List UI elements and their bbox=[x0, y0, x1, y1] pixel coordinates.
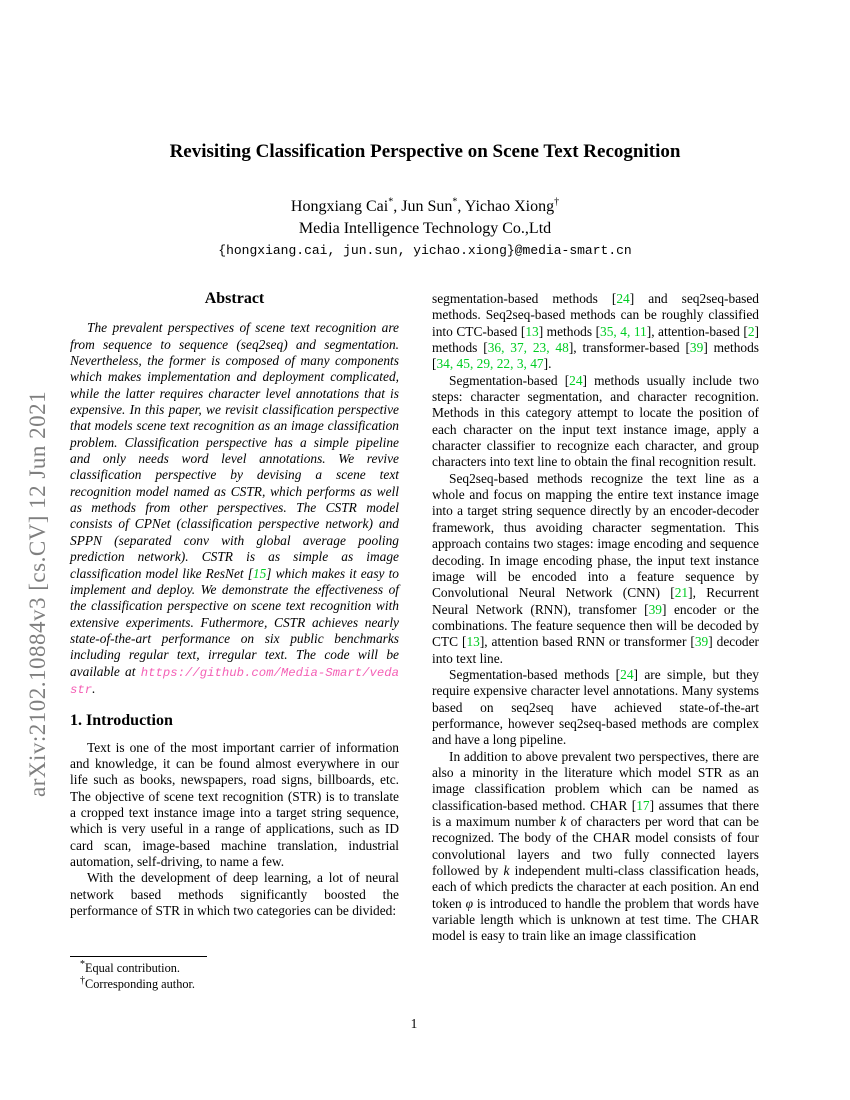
author-line: Hongxiang Cai*, Jun Sun*, Yichao Xiong† bbox=[290, 196, 560, 215]
footnote-mark: * bbox=[80, 958, 85, 970]
citation-link[interactable]: 15 bbox=[252, 565, 267, 581]
section-heading-introduction: 1. Introduction bbox=[70, 712, 173, 730]
math-variable: k bbox=[503, 863, 510, 879]
citation-link[interactable]: 35, 4, 11 bbox=[600, 323, 647, 339]
paragraph: The prevalent perspectives of scene text recognition are from sequence to sequence (seq2seq) and segmentation. Nevertheless, the former is composed of many components which makes implementation and deployment complicated, while the latter requires character level annotations that is expensive. In this paper, we revisit classification perspective that models scene text recognition as an image classification problem. Classification perspective has a simple pipeline and only needs word level annotations. We revive classification perspective by devising a scene text recognition model named as CSTR, which performs as well as methods from other perspectives. The CSTR model consists of CPNet (classification perspective network) and SPPN (separated conv with global average pooling prediction network). CSTR is as simple as image classification model like ResNet [15] which makes it easy to implement and deploy. We demonstrate the effectiveness of the classification perspective on scene text recognition with extensive experiments. Futhermore, CSTR achieves nearly state-of-the-art performance on six public benchmarks including regular text, irregular text. The code will be available at https://github.com/Media-Smart/vedastr. bbox=[70, 320, 399, 697]
citation-link[interactable]: 34, 45, 29, 22, 3, 47 bbox=[436, 356, 544, 372]
footnote: *Equal contribution. bbox=[80, 958, 180, 975]
math-variable: k bbox=[560, 814, 567, 829]
paragraph: In addition to above prevalent two perspectives, there are also a minority in the literature which model STR as an image classification problem which can be named as classification-based method. CHAR [17] assumes that there is a maximum number k of characters per word that can be recognized. The body of the CHAR model consists of four convolutional layers and two fully connected layers followed by k independent multi-class classification heads, each of which predicts the character at each position. An end token φ is introduced to handle the problem that words have variable length which is unknown at test time. The CHAR model is easy to train like an image classification bbox=[432, 748, 760, 944]
citation-link[interactable]: 36, 37, 23, 48 bbox=[487, 340, 569, 356]
paragraph: Segmentation-based methods [24] are simple, but they require expensive character level annotations. Many systems based on seq2seq have achieved state-of-the-art performance, however seq2seq-based methods are complex and have a long pipeline. bbox=[432, 666, 759, 748]
citation-link[interactable]: 24 bbox=[620, 666, 634, 682]
paragraph: With the development of deep learning, a lot of neural network based methods significantly boosted the performance of STR in which two categories can be divided: bbox=[70, 870, 399, 919]
introduction-body bbox=[70, 740, 399, 920]
footnote-mark: † bbox=[80, 974, 85, 986]
math-variable: φ bbox=[465, 895, 474, 911]
citation-link[interactable]: 24 bbox=[616, 291, 630, 306]
citation-link[interactable]: 39 bbox=[689, 340, 704, 356]
citation-link[interactable]: 17 bbox=[636, 797, 650, 813]
paragraph: segmentation-based methods [24] and seq2seq-based methods. Seq2seq-based methods can be roughly classified into CTC-based [13] methods [35, 4, 11], attention-based [2] methods [36, 37, 23, 48], transformer-based [39] methods [34, 45, 29, 22, 3, 47]. bbox=[432, 291, 759, 372]
citation-link[interactable]: 13 bbox=[525, 323, 539, 339]
citation-link[interactable]: 24 bbox=[569, 372, 583, 388]
citation-link[interactable]: 39 bbox=[648, 601, 662, 617]
right-column bbox=[432, 291, 759, 945]
affiliation: Media Intelligence Technology Co.,Ltd bbox=[298, 220, 552, 237]
citation-link[interactable]: 39 bbox=[694, 634, 709, 650]
superscript-mark: * bbox=[452, 196, 458, 208]
author-emails: {hongxiang.cai, jun.sun, yichao.xiong}@media-smart.cn bbox=[218, 243, 632, 258]
footnote: †Corresponding author. bbox=[80, 974, 195, 991]
paragraph: Text is one of the most important carrier of information and knowledge, it can be found almost everywhere in our life such as books, newspapers, road signs, billboards, etc. The objective of scene text recognition (STR) is to translate a cropped text instance image into a target string sequence, which is very useful in a range of applications, such as ID card scan, image-based machine translation, industrial automation, self-driving, to name a few. bbox=[70, 739, 399, 869]
footnote-rule bbox=[70, 956, 207, 957]
citation-link[interactable]: 2 bbox=[747, 323, 755, 339]
footnotes bbox=[70, 956, 399, 992]
abstract-body bbox=[70, 320, 399, 698]
left-column bbox=[70, 291, 399, 919]
paragraph: Segmentation-based [24] methods usually include two steps: character segmentation, and character recognition. Methods in this category attempt to locate the position of each character on the input text instance image, apply a character classifier to recognize each character, and group characters into text line to obtain the final recognition result. bbox=[432, 372, 759, 470]
arxiv-banner: arXiv:2102.10884v3 [cs.CV] 12 Jun 2021 bbox=[25, 390, 50, 797]
paragraph: Seq2seq-based methods recognize the text line as a whole and focus on mapping the entire text instance image into a target string sequence directly by an encoder-decoder framework, thus avoiding character segmentation. This approach contains two stages: image encoding and sequence decoding. In image encoding phase, the input text instance image will be encoded into a feature sequence by Convolutional Neural Network (CNN) [21], Recurrent Neural Network (RNN), transfomer [39] encoder or the combinations. The feature sequence then will be decoded by CTC [13], attention based RNN or transformer [39] decoder into text line. bbox=[432, 470, 760, 666]
page-number: 1 bbox=[410, 1016, 418, 1031]
paper-title: Revisiting Classification Perspective on Scene Text Recognition bbox=[169, 141, 681, 162]
citation-link[interactable]: 13 bbox=[466, 634, 480, 650]
citation-link[interactable]: 21 bbox=[674, 585, 689, 601]
superscript-mark: † bbox=[554, 196, 560, 208]
superscript-mark: * bbox=[388, 196, 394, 208]
abstract-heading: Abstract bbox=[204, 290, 265, 307]
code-repository-link[interactable]: https://github.com/Media-Smart/vedastr bbox=[70, 665, 399, 697]
